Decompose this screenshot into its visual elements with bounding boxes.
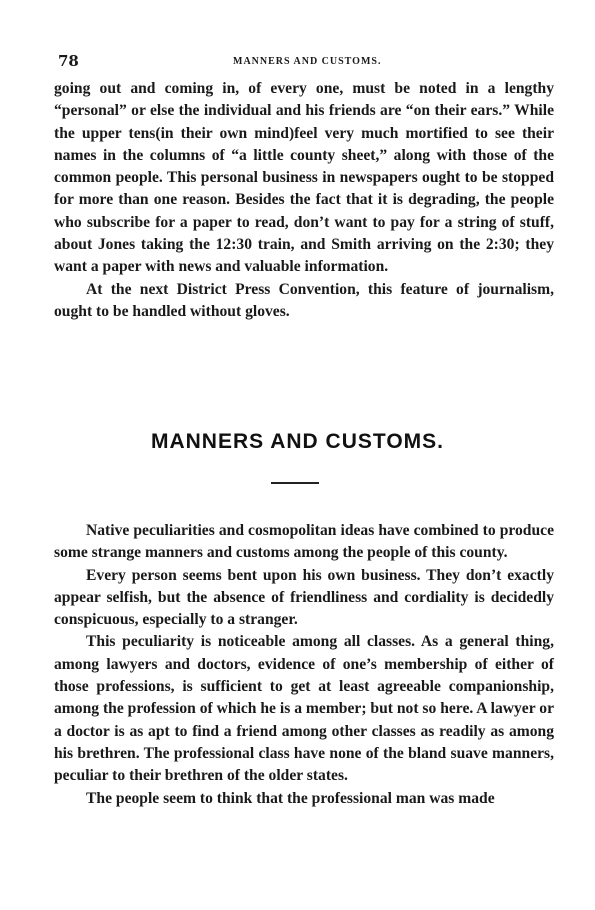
body-paragraph-1: Native peculiarities and cosmopolitan ideas have combined to produce some strange manners and customs among the people of this county. <box>54 522 554 562</box>
section-heading: MANNERS AND CUSTOMS. <box>150 430 444 453</box>
section-body <box>54 520 554 810</box>
running-title: MANNERS AND CUSTOMS. <box>233 56 382 67</box>
page-number: 78 <box>58 52 79 70</box>
body-paragraph-3: This peculiarity is noticeable among all classes. As a general thing, among lawyers and doctors, evidence of one’s membership of either of those professions, is sufficient to get at least agreeable companionship, among the profession of which he is a member; but not so here. A lawyer or a doctor is as apt to find a friend among other classes as readily as among his brethren. The professional class have none of the bland suave manners, peculiar to their brethren of the older states. <box>54 633 554 785</box>
continued-text-block <box>54 78 554 323</box>
heading-rule-divider <box>271 482 319 484</box>
body-paragraph-4: The people seem to think that the professional man was made <box>86 789 495 807</box>
continued-paragraph: going out and coming in, of every one, must be noted in a lengthy “personal” or else the individual and his friends are “on their ears.” While the upper tens(in their own mind)feel very much mortified to see their names in the columns of “a little county sheet,” along with those of the common people. This personal business in newspapers ought to be stopped for more than one reason. Besides the fact that it is degrading, the people who subscribe for a paper to read, don’t want to pay for a string of stuff, about Jones taking the 12:30 train, and Smith arriving on the 2:30; they want a paper with news and valuable information. <box>54 80 554 276</box>
body-paragraph-2: Every person seems bent upon his own business. They don’t exactly appear selfish, but the absence of friendliness and cordiality is decidedly conspicuous, especially to a stranger. <box>54 566 554 629</box>
press-convention-paragraph: At the next District Press Convention, this feature of journalism, ought to be handled without gloves. <box>54 280 554 320</box>
running-header <box>58 52 558 72</box>
